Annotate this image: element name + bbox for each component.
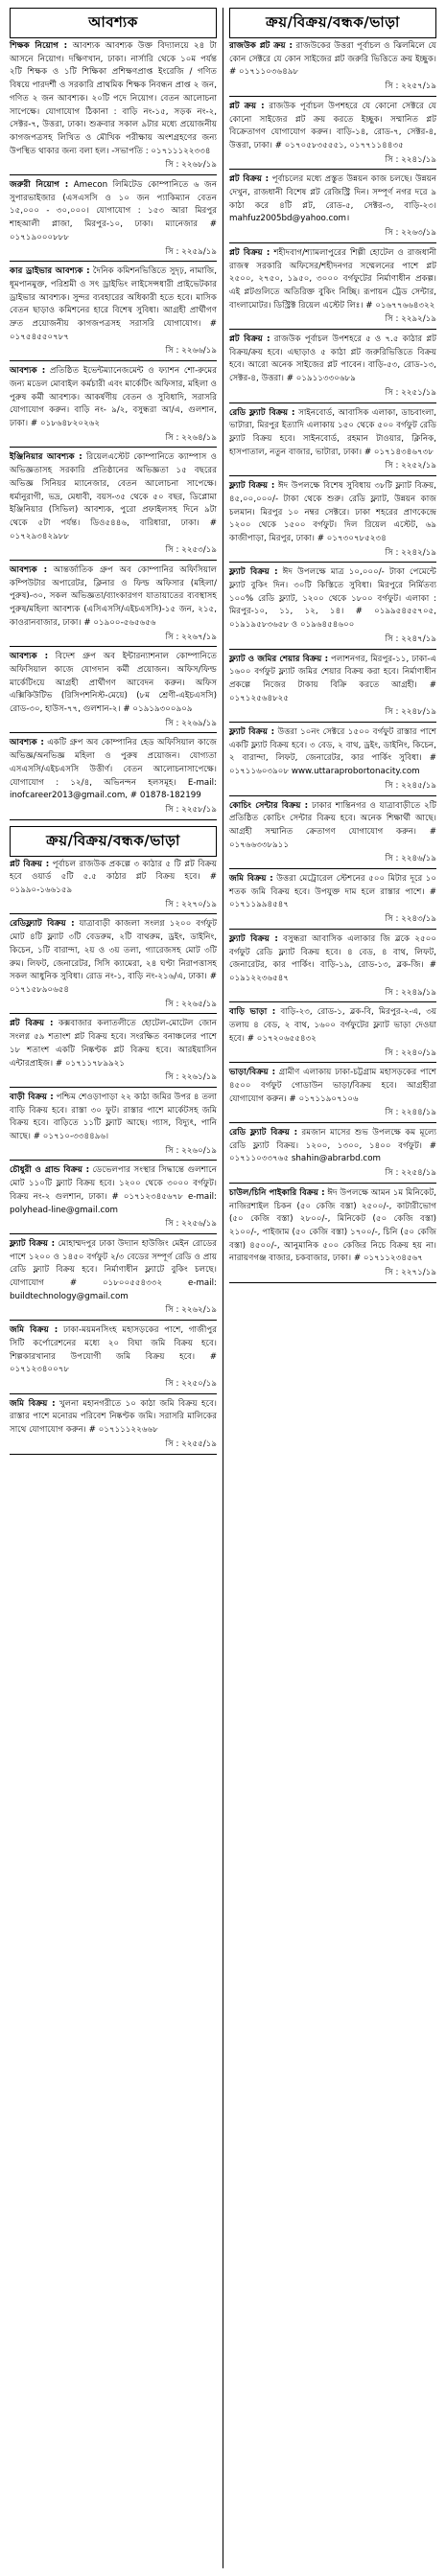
ad-body: আন্তর্জাতিক গ্রুপ অব কোম্পানির অফিসিয়াল কম্পিউটার অপারেটর, ক্লিনার ও ফিল্ড অফিসার (মহিলা/পুরুষ)-৩০, সকল অভিজ্ঞতা/ব্যাংকারগণ যাতায়াতের ব্যবস্থাসহ পুরুষ/মহিলা আবশ্যক (এসিএসসি/এইচএসসি)-১৫ জন, ২১৫, কাওরানবাজার, ঢাকা। # ০১৯০০-৫৬৫৬৫৬ [10,565,217,628]
right-column [229,8,436,1285]
ad-heading: চৌধুরী ও গ্রান্ড বিক্রয় : [10,1165,90,1176]
ad-code: সি : ২২৪৮/১৯ [229,705,436,723]
ad-body: বিদেশ গ্রুপ অব ইন্টারন্যাশনাল কোম্পানিতে অফিসিয়াল কাজে যোগদান কর্মী প্রয়োজন। অফিস/ফিল্ড মার্কেটিংয়ে আগ্রহী প্রার্থীগণ আবেদন করুন। অফিস এক্সিকিউটিভ (রিসিপশনিস্ট-মেয়ে) (৮ম শ্রেণী-এইচএসসি) রোড-৩০, হাউস-৭৭, গুলশান-২। # ০১৯১৯৩০০৯০৯ [10,652,217,715]
section-header-buy-sell: ক্রয়/বিক্রয়/বন্ধক/ভাড়া [10,826,217,857]
ad-heading: জমি বিক্রয় : [10,1398,56,1409]
classified-ad [10,916,217,1014]
classifieds-page [10,8,436,2568]
classified-ad [10,38,217,175]
ad-code: সি : ২২৬০/১৯ [10,1144,217,1162]
ad-body: উত্তরা মেট্রোরেল স্টেশনের ৫০০ মিটার দূরে ১০ শতক জমি বিক্রয় হবে। উপযুক্ত দাম হলে রাস্তার পাশে। # ০১৭১১৯৯৪৫৪৭ [229,874,436,910]
ad-body: কক্সবাজার কলাতলীতে হোটেল-মোটেল জোন সংলগ্ন ৫৯ শতাংশ প্লট বিক্রয় হবে। সংরক্ষিত বনাঞ্চলের পাশে ১৮ শতাংশ একটি নিষ্কণ্টক প্লট বিক্রয় হবে। আরইয়াসিন এন্টারপ্রাইজ। # ০১৭১১৭৮৯৯২১ [10,1019,217,1069]
ad-heading: আবশ্যক : [10,565,48,576]
ad-heading: ফ্ল্যাট বিক্রয় : [229,727,275,738]
ad-heading: শিক্ষক নিয়োগ : [10,41,68,51]
classified-ad [229,932,436,1003]
ad-heading: ফ্ল্যাট বিক্রয় : [229,481,275,492]
classified-ad [229,724,436,796]
classified-ad [10,1016,217,1088]
ad-code: সি : ২২৫৫/১৯ [10,1438,217,1455]
ad-heading: আবশ্যক : [10,366,46,377]
ad-heading: রেডিফ্ল্যাট বিক্রয় : [10,919,75,930]
ad-body: গ্রামীণ এলাকায় ঢাকা-চট্টগ্রাম মহাসড়কের পাশে ৪৫০০ বর্গফুট গোডাউন ভাড়া/বিক্রয় হবে। আগ্রহীরা যোগাযোগ করুন। # ০১৭১১৯০৭১০৬ [229,1068,436,1104]
ad-heading: প্লট বিক্রয় : [229,247,270,258]
ad-code: সি : ২২৪৫/১৯ [229,779,436,796]
ad-code: সি : ২২৪৭/১৯ [229,632,436,650]
wanted-ads-list [10,38,217,820]
ad-body: উত্তরা ১০নং সেক্টরে ১৫০০ বর্গফুট রাস্তার পাশে একটি ফ্ল্যাট বিক্রয় হবে। ৩ বেড, ২ বাথ, ড্রইং, ডাইনিং, কিচেন, ২ বারান্দা, লিফট, জেনারেটর, কার পার্কিং সুবিধা। # ০১৭১১৬০৩৯০৮ www.uttaraprobortonacity.com [229,727,436,777]
ad-code: সি : ২২৪৯/১৯ [229,986,436,1003]
ad-code: সি : ২২৫৭/১৯ [229,80,436,97]
ad-body: পশ্চিম শেওড়াপাড়া ২২ কাঠা জমির উপর ৪ তলা বাড়ি বিক্রয় হবে। রাস্তা ৩০ ফুট। রাস্তার পাশে মার্কেটসহ জমি বিক্রয় হবে। বাড়িতে ১১টি ফ্ল্যাট আছে। গ্যাস, বিদ্যুৎ, পানি আছে। # ০১৭১০-৩৩৪৪৯৬। [10,1092,217,1142]
ad-body: Amecon লিমিটেড কোম্পানিতে ৬ জন সুপারভাইজার (এসএসসি ও ১০ জন প্যাকিম্যান বেতন ১৫,০০০ - ৩০,০০০। যোগাযোগ : ১৫৩ আরা মিরপুর শাহআলী প্লাজা, মিরপুর-১০, ঢাকা। ম্যানেজার # ০১৭১৯০০০৮৮৮ [10,180,217,242]
ad-code: সি : ২২৬১/১৯ [10,1070,217,1088]
classified-ad [229,1065,436,1123]
classified-ad [10,735,217,819]
ad-heading: জমি বিক্রয় : [10,1325,59,1336]
ad-heading: বাড়ী বিক্রয় : [10,1092,54,1102]
ad-body: ডেভেলপার সংস্থার সিদ্ধান্তে গুলশানে মোট ১১০টি ফ্ল্যাট বিক্রয় হবে। ১২০০ থেকে ৩০০০ বর্গফুট। বিক্রয় নং-২ গুলশান, ঢাকা। # ০১৭১২৩৪৫৬৭৮ e-mail: polyhead-line@gmail.com [10,1165,217,1215]
left-column [10,8,217,1457]
ad-code: সি : ২২৯২/১৯ [229,312,436,330]
ad-body: ঈদ উপলক্ষে মাত্র ১০,০০০/- টাকা পেমেন্টে ফ্ল্যাট বুকিং দিন। ৩০টি কিস্তিতে সুবিধা। মিরপুরে নির্মিতব্য ১০০% রেডি ফ্ল্যাট, ১২০০ থেকে ১৮০০ বর্গফুট। এলাকা : মিরপুর-১০, ১১, ১২, ১৪। # ০১৯৯৫৪৫৫৭০৫, ০১৯১৯৫৮৩৬৫৮ ও ০১৯৬৪৫৪৬০০ [229,567,437,631]
ad-code: সি : ২২৫০/১৯ [10,1377,217,1394]
ad-heading: প্লট বিক্রয় : [229,174,270,185]
ad-heading: ফ্ল্যাট বিক্রয় : [229,933,278,944]
ad-heading: চাউল/চিনি পাইকারি বিক্রয় : [229,1187,325,1198]
classified-ad [10,1090,217,1162]
classified-ad [229,1125,436,1184]
buy-sell-ads-list-right [229,38,436,1283]
classified-ad [10,264,217,361]
classified-ad [10,649,217,733]
classified-ad [229,405,436,477]
ad-body: পূর্বাচল রাজউক প্রকল্পে ৩ কাঠার ৫ টি প্লট বিক্রয় হবে ওয়ার্ড ৫টি ৫.৫ কাঠার প্লট বিক্রয় হবে। # ০১৯৯০-১৬৬১৫৯ [10,859,217,896]
ad-body: পলাশনগর, মিরপুর-১১, ঢাকা-এ ১৬০০ বর্গফুট ফ্ল্যাট জমির শেয়ার বিক্রয় করা হবে। নির্মাণাধীন প্রকল্পে নিজের টাকায় বিক্রি করতে আগ্রহী। # ০১৭১২৫৬৪৮২৫ [229,654,437,703]
ad-heading: ইঞ্জিনিয়ার আবশ্যক : [10,452,82,463]
ad-code: সি : ২২৪৩/১৯ [229,912,436,930]
classified-ad [10,363,217,448]
ad-body: দৈনিক কমিশনভিত্তিতে সুদৃঢ়, নামাজি, ধূমপানমুক্ত, পরিশ্রমী ও সৎ ড্রাইভিং লাইসেন্সধারী প্রাইভেটকার ড্রাইভার আবশ্যক। সুন্দর ব্যবহারের অধিকারী হতে হবে। মাসিক বেতন ছাড়াও কমিশনের হারে বিশেষ সুবিধা। আগ্রহী প্রার্থীগণ দ্রুত প্রয়োজনীয় কাগজপত্রসহ সরাসরি যোগাযোগ। # ০১৭৫৪৫৫০৭৮৭ [10,266,218,342]
ad-heading: কার ড্রাইভার আবশ্যক : [10,266,90,277]
ad-code: সি : ২২৬৭/১৯ [10,631,217,648]
ad-code: সি : ২২৭১/১৯ [229,1266,436,1283]
ad-code: সি : ২২৫১/১৯ [229,386,436,403]
classified-ad [229,871,436,930]
ad-code: সি : ২২৫৯/১৯ [10,245,217,263]
ad-heading: ভাড়া/বিক্রয় : [229,1068,276,1078]
ad-code: সি : ২২৪৪/১৯ [229,1106,436,1123]
classified-ad [229,652,436,724]
ad-body: যাত্রাবাড়ী কাজলা সংলগ্ন ১২০০ বর্গফুট মোট ৪টি ফ্ল্যাট ৩টি বেডরুম, ২টি বাথরুম, ড্রইং, ডাইনিং, কিচেন, ১টি বারান্দা, ২য় ও ৩য় তলা, গ্যারেজসহ মোট ৩টি রুম। লিফট, জেনারেটর, সিসি ক্যামেরা, ২৪ ঘণ্টা নিরাপত্তাসহ সকল আধুনিক সুবিধা। রোড নং-১, বাড়ি নং-২১৬/এ, ঢাকা। # ০১৭১৫৮৯০৬৫৪ [10,919,217,995]
ad-code: সি : ২২৬৯/১৯ [10,717,217,734]
ad-body: রাজউক পূর্বাচল উপশহরে যে কোনো সেক্টরে যে কোনো সাইজের প্লট ক্রয় করতে ইচ্ছুক। সম্মানিত প্লট বিক্রেতাগণ যোগাযোগ করুন। বাড়ি-১৪, রোড-৭, সেক্টর-৪, উত্তরা, ঢাকা। # ০১৭০৫৮৩৫৫৫১, ০১৭৭১১৪৪৩৫ [229,101,437,150]
ad-code: সি : ২২৭০/১৯ [10,898,217,915]
ad-body: রাজউক পূর্বাচল উপশহরে ৫ ও ৭.৫ কাঠার প্লট বিক্রয়/ক্রয় হবে। এছাড়াও ৫ কাঠা প্লট জরুরিভিত্তিতে বিক্রয় হবে। আরো অনেক সাইজের প্লট পাবেন। বাড়ি-৫৩, রোড-১৩, সেক্টর-৪, উত্তরা। # ০১৯১১৩৩০৬৮৯ [229,334,436,384]
ad-body: রাজউকের উত্তরা পূর্বাচল ও ঝিলমিলে যে কোন সেক্টরে যে কোন সাইজের প্লট জরুরি ভিত্তিতে ক্রয় ইচ্ছুক। # ০১৭১১০৩৬৪৯৮ [229,41,437,78]
classified-ad [229,1004,436,1063]
ad-heading: আবশ্যক : [10,652,49,662]
ad-body: রিয়েলএস্টেট কোম্পানিতে ক্যাম্পাস ও অভিজ্ঞতাসহ সরকারি প্রতিষ্ঠানের অভিজ্ঞতা ১৫ বছরের অভিজ্ঞ সিনিয়র ম্যানেজার, বেতন আলোচনা সাপেক্ষে। ধর্মানুরাগী, ভদ্র, মেধাবী, বয়স-৩৫ থেকে ৫০ বছর, ডিপ্লোমা ইঞ্জিনিয়ার (সিভিল) আবশ্যক, পুরো প্রফাইলসহ দিনে ৯টা থেকে ৫টা পর্যন্ত। ডিও৫৪৪৬, বারিধারা, ঢাকা। # ০১৭২৯৩৪২৯৮৮ [10,452,217,541]
ad-heading: ফ্ল্যাট বিক্রয় : [10,1238,56,1249]
classified-ad [229,798,436,870]
classified-ad [10,1396,217,1455]
classified-ad [10,177,217,262]
ad-body: বসুন্ধরা আবাসিক এলাকার জি ব্লকে ২৫০০ বর্গফুট রেডি ফ্ল্যাট বিক্রয় হবে। ৪ বেড, ৪ বাথ, লিফট, জেনারেটর, কার পার্কিং। বাড়ি-১৯, রোড-১৩, ব্লক-জি। # ০১৯১২২৩৬৫৪৭ [229,933,436,983]
ad-body: আবশ্যক আবশ্যক উক্ত বিদ্যালয়ে ২৪ টা আসনে নিয়োগ। দক্ষিণখান, ঢাকা। নার্সারি থেকে ১০ম পর্যন্ত ২টি শিক্ষক ও ১টি শিক্ষিকা প্রশিক্ষণপ্রাপ্ত ইংরেজি / গণিত বিষয়ে পারদর্শী ও সরকারি প্রাথমিক শিক্ষক নিবন্ধন প্রাপ্ত ২ জন, গণিত ২ জন আবশ্যক। ২০টি পদে নিয়োগ। বেতন আলোচনা সাপেক্ষে। যোগাযোগ ঠিকানা : বাড়ি নং-১৫, সড়ক নং-২, সেক্টর-৭, উত্তরা, ঢাকা। শুক্রবার সকাল ৯টার মধ্যে প্রয়োজনীয় কাগজপত্রসহ লিখিত ও মৌখিক পরীক্ষায় অংশগ্রহণের জন্য উপস্থিত থাকার জন্য বলা হল। -সভাপতি : ০১৭১১১২২৩৩৪ [10,41,217,156]
classified-ad [10,1162,217,1234]
ad-code: সি : ২২৪১/১৯ [229,153,436,171]
ad-body: ঈদ উপলক্ষে আমন ১ম মিনিকেট, নাজিরশাইল চিকন (৫০ কেজি বস্তা) ২৫০০/-, কাটারীভোগ (৫০ কেজি বস্তা) ২৮০০/-, মিনিকেট (৫০ কেজি বস্তা) ২১০০/-, পাইজাম (৫০ কেজি বস্তা) ১৭০০/-, চিনি (৫০ কেজি বস্তা) ৪৫০০/-, আনুমানিক ৫০০ কেজির নিচে বিক্রয় হয় না। নারায়ণগঞ্জ বাজার, চকবাজার, ঢাকা। # ০১৭১১২৩৪৫৬৭ [229,1187,436,1264]
ad-code: সি : ২২৫৮/১৯ [10,803,217,820]
ad-body: বাড়ি-২৩, রোড-১, ব্লক-বি, মিরপুর-২-এ, ৩য় তলায় ৪ বেড, ২ বাথ, ১৬০০ বর্গফুটের ফ্ল্যাট ভাড়া দেওয়া হবে। # ০১৭২০৬৫৫৪৩২ [229,1007,436,1044]
ad-heading: প্লট বিক্রয় : [10,1019,54,1029]
ad-body: সাইনবোর্ড, আবাসিক এলাকা, ডাচবাংলা, ভাটারা, মিরপুর ইত্যাদি এলাকায় ১৫০ থেকে ৫০০ বর্গফুট রেডি ফ্ল্যাট বিক্রয় হবে। সাইনবোর্ড, রহমান টাওয়ার, ক্লিনিক, হাসপাতাল, নতুন বাজার, ভাটারা, ঢাকা। # ০১৭১৪৩৪৬৭৩৮ [229,407,437,457]
ad-heading: কোচিং সেন্টার বিক্রয় : [229,800,309,811]
ad-heading: প্লট বিক্রয় : [229,334,270,345]
ad-code: সি : ২২৬৪/১৯ [10,431,217,448]
ad-heading: রেডি ফ্ল্যাট বিক্রয় : [229,407,295,418]
section-header-buy-sell-right: ক্রয়/বিক্রয়/বন্ধক/ভাড়া [229,8,436,38]
classified-ad [229,99,436,171]
classified-ad [10,1322,217,1394]
ad-heading: আবশ্যক : [10,738,44,748]
classified-ad [229,245,436,330]
ad-code: সি : ২২৬৮/১৯ [10,158,217,175]
ad-body: রমজান মাসের শুভ উপলক্ষে কম মূল্যে রেডি ফ্ল্যাট বিক্রয়। ১২০০, ১৩০০, ১৪০০ বর্গফুট। # ০১৭১১০৩৩৭৬৫ shahin@abrarbd.com [229,1128,436,1164]
ad-code: সি : ২২৪০/১৯ [229,1046,436,1064]
classified-ad [10,1236,217,1321]
ad-body: ঈদ উপলক্ষে বিশেষ সুবিধায় ৩৮টি ফ্ল্যাট বিক্রয়, ৪৫,০০,০০০/- টাকা থেকে শুরু। রেডি ফ্ল্যাট, উন্নয়ন কাজ চলমান। মিরপুর ১০ নম্বর সেক্টরে। ঢাকা শহরের প্রাণকেন্দ্রে ১২০০ থেকে ১৫০০ বর্গফুট। দিল রিয়েল এস্টেট, ৬৯ কাজীপাড়া, মিরপুর, ঢাকা। # ০১৭৩০৭৮৫২৩৪ [229,481,436,543]
ad-code: সি : ২২৬৫/১৯ [10,998,217,1015]
ad-body: ঢাকা-ময়মনসিংহ মহাসড়কের পাশে, গাজীপুর সিটি কর্পোরেশনের মধ্যে ২০ বিঘা জমি বিক্রয় হবে। শিল্পকারখানার উপযোগী জমি বিক্রয় হবে। # ০১৭১২৩৪০০৭৮ [10,1325,217,1375]
classified-ad [229,172,436,243]
ad-heading: জমি বিক্রয় : [229,874,273,885]
ad-body: মোহাম্মদপুর ঢাকা উদ্যান হাউজিং মেইন রোডের পাশে ১২০০ ও ১৪৫০ বর্গফুট ২/৩ বেডের সম্পূর্ণ রেডি ও প্রায় রেডি ফ্ল্যাট বিক্রয় হবে। নির্মাণাধীন ফ্ল্যাটে বুকিং চলছে। যোগাযোগ # ০১৮০০৫৫৪৩৩২ e-mail: buildtechnology@gmail.com [10,1238,217,1301]
ad-body: ঢাকার শান্তিনগর ও যাত্রাবাড়ীতে ২টি প্রতিষ্ঠিত কোচিং সেন্টার বিক্রয় হবে। অনেক শিক্ষার্থী আছে। আগ্রহী সম্মানিত ক্রেতাগণ যোগাযোগ করুন। # ০১৭৬৬৩৩৮৯১১ [229,800,436,850]
ad-code: সি : ২২৬২/১৯ [10,1303,217,1321]
ad-code: সি : ২২৬৬/১৯ [10,344,217,361]
buy-sell-ads-list [10,857,217,1455]
ad-heading: রেডি ফ্ল্যাট বিক্রয় : [229,1128,298,1138]
ad-body: খুলনা মহানগরীতে ১০ কাঠা জমি বিক্রয় হবে। রাস্তার পাশে মনোরম পরিবেশ নিষ্কণ্টক জমি। সরাসরি মালিকের সাথে যোগাযোগ করুন। # ০১৭১১১২২৬৬৮ [10,1398,218,1436]
ad-heading: প্লট বিক্রয় : [10,859,50,869]
ad-heading: রাজউক প্লট ক্রয় : [229,41,293,51]
ad-code: সি : ২২৪৬/১৯ [229,852,436,869]
ad-code: সি : ২২৪২/১৯ [229,546,436,564]
ad-code: সি : ২২৬৩/১৯ [229,226,436,243]
ad-heading: বাড়ি ভাড়া : [229,1007,276,1018]
classified-ad [10,449,217,561]
ad-code: সি : ২২৫৬/১৯ [10,1217,217,1234]
ad-code: সি : ২২৫২/১৯ [229,459,436,476]
ad-code: সি : ২২৫৩/১৯ [10,543,217,561]
classified-ad [229,38,436,97]
classified-ad [10,857,217,915]
ad-body: পূর্বাচলের মধ্যে প্রস্তুত উন্নয়ন কাজ চলছে। উন্নয়ন দেখুন, রাজধানী বিশেষ প্লট রেজিস্ট্রি দিন। সম্পূর্ণ নগর দরে ৯ কাঠা করে ৪টি প্লট, রোড-৫, সেক্টর-৩, বাড়ি-২৩। mahfuz2005bd@yahoo.com। [229,174,437,224]
ad-heading: ফ্ল্যাট বিক্রয় : [229,567,278,578]
ad-body: একটি গ্রুপ অব কোম্পানির হেড অফিসিয়াল কাজে অভিজ্ঞ/অনভিজ্ঞ মহিলা ও পুরুষ প্রয়োজন। যোগ্যতা এসএসসি/এইচএসসি উত্তীর্ণ। বেতন আলোচনাসাপেক্ষে। যোগাযোগ : ১২/৪, অভিনন্দন হলসমূহ। E-mail: inofcareer2013@gmail.com, # 01878-182199 [10,738,217,801]
classified-ad [229,478,436,563]
ad-code: সি : ২২৫৪/১৯ [229,1166,436,1184]
ad-heading: জরুরী নিয়োগ : [10,180,69,191]
ad-heading: ফ্ল্যাট ও জমির শেয়ার বিক্রয় : [229,654,329,664]
classified-ad [229,332,436,403]
ad-body: প্রতিষ্ঠিত ইভেন্টম্যানেজমেন্ট ও ফ্যাশন শো-রুমের জন্য মডেল মোবাইল কর্মচারী এবং মার্কেটিং অফিসার, মহিলা ও পুরুষ কর্মী আবশ্যক। আকর্ষণীয় বেতন ও সুবিধাদি, সরাসরি যোগাযোগ করুন। বাড়ি নং- ৯/২, বসুন্ধরা আ/এ, গুলশান, ঢাকা। # ০১৮৬৪৮২০২৬২ [10,366,217,428]
classified-ad [229,564,436,649]
section-header-wanted: আবশ্যক [10,8,217,38]
classified-ad [229,1185,436,1283]
classified-ad [10,563,217,647]
ad-heading: প্লট ক্রয় : [229,101,265,111]
ad-body: শহীদবাগ/শ্যামলাপুরের শিল্পী হোটেল ও রাজধানী রাজস্ব সরকারি অফিসের/শহীদনগর সম্মেলনের পাশে প্লট ২৫০০, ২৭৫০, ১৯৫০, ৩০০০ বর্গফুটের নির্মাণাধীন প্রকল্প। এই প্লটগুলিতে অতিরিক্ত বুকিং নিচ্ছি। রূপায়ন ট্রেড সেন্টার, বাংলামোটর। ডিস্ট্রিক্ট রিয়েল এস্টেট লিঃ। # ০১৬৭৭৬৬৪৩২২ [229,247,437,310]
